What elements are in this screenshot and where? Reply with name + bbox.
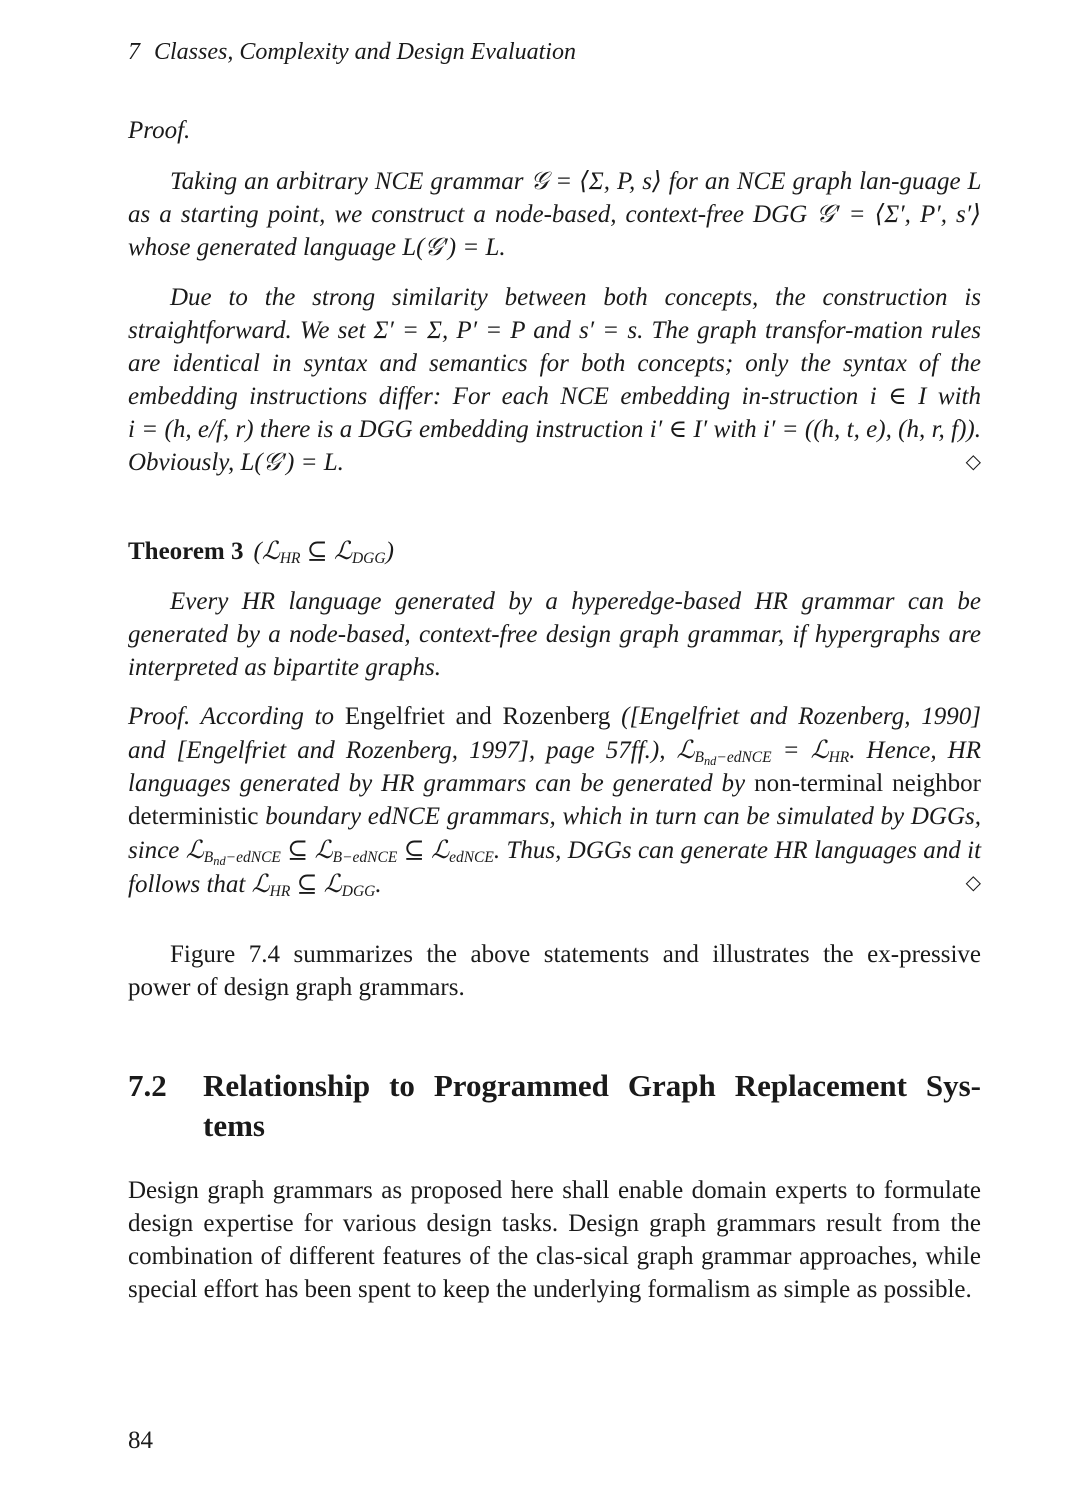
math-symbol: ℒ — [314, 835, 333, 864]
page-number: 84 — [128, 1427, 153, 1454]
theorem-3 — [128, 534, 981, 684]
math-subscript: edNCE — [449, 848, 494, 866]
math-symbol: ℒ — [261, 536, 280, 565]
math-expression: Σ′ = Σ — [373, 317, 442, 344]
text-run: Taking an arbitrary NCE grammar — [170, 168, 531, 195]
text-run: B — [203, 848, 214, 866]
math-expression: 𝒢 = ⟨Σ, P, s⟩ — [530, 168, 662, 195]
text-run: Due to the strong similarity between both concepts, the construction is straightforward. We set — [128, 284, 981, 344]
text-run: for an NCE graph lan-guage — [661, 168, 968, 195]
text-run: ) — [385, 538, 394, 565]
theorem-label: Theorem 3 — [128, 538, 244, 565]
math-expression: L — [967, 168, 981, 195]
math-symbol: ℒ — [676, 735, 695, 764]
theorem-statement: Every HR language generated by a hyperedge-based HR grammar can be generated by a node-based, context-free design graph grammar, if hypergraphs are interpreted as bipartite graphs. — [128, 588, 981, 681]
math-symbol: ℒ — [323, 869, 342, 898]
proof-1-paragraph-2 — [128, 281, 981, 479]
math-symbol: ⊆ — [300, 538, 334, 565]
math-expression — [676, 735, 850, 768]
qed-symbol: ◇ — [965, 872, 981, 894]
math-symbol: ℒ — [251, 869, 270, 898]
math-subscript: DGG — [341, 882, 376, 900]
text-run: as a starting point, we construct a node-based, context-free DGG — [128, 201, 817, 228]
text-run: Hence, HR languages generated by HR grammars can be generated by — [128, 737, 981, 797]
math-subscript: nd — [703, 753, 717, 768]
text-run: with — [926, 383, 981, 410]
math-subscript: DGG — [351, 549, 386, 567]
math-symbol: ⊆ — [397, 837, 432, 864]
proof-2 — [128, 700, 981, 901]
math-subscript: HR — [828, 748, 850, 766]
text-run: −edNCE — [716, 748, 772, 766]
proof-1-paragraph-1 — [128, 165, 981, 264]
page — [128, 0, 982, 1454]
theorem-title — [254, 538, 394, 565]
summary-paragraph: Figure 7.4 summarizes the above statements and illustrates the ex-pressive power of design graph grammars. — [128, 941, 981, 1001]
citation-text: ([Engelfriet and Rozenberg, 1990] and [Engelfriet and Rozenberg, 1997], page 57ff.), — [128, 703, 981, 764]
math-symbol: ⊆ — [290, 871, 324, 898]
math-symbol: ℒ — [333, 536, 352, 565]
math-expression: P′ = P — [456, 317, 526, 344]
math-subscript: HR — [269, 882, 291, 900]
text-run: . — [337, 449, 344, 476]
text-run: B — [694, 748, 704, 766]
math-subscript — [695, 749, 772, 766]
proof-label: Proof. — [128, 703, 191, 730]
text-run: . The graph transfor-mation rules are identical in syntax and semantics for both concepts; only the syntax of the embedding instructions differ: For each NCE embedding in-struction — [128, 317, 982, 410]
proof-label: Proof. — [128, 117, 191, 144]
math-expression: i ∈ I — [869, 383, 927, 410]
proof-1 — [128, 114, 981, 479]
math-symbol: ℒ — [810, 735, 829, 764]
text-run: −edNCE — [225, 848, 281, 866]
text-run: According to — [190, 703, 345, 730]
text-run: . Obviously, — [128, 416, 981, 476]
qed-symbol: ◇ — [965, 451, 981, 473]
math-expression: s′ = s — [578, 317, 638, 344]
text-run: there is a DGG embedding instruction — [253, 416, 650, 443]
math-expression — [185, 835, 494, 868]
theorem-heading — [128, 534, 981, 568]
chapter-number: 7 — [128, 39, 140, 65]
math-subscript — [204, 849, 281, 866]
section-title: Relationship to Programmed Graph Replacement Sys-tems — [203, 1068, 981, 1143]
author-names: Engelfriet and Rozenberg — [344, 703, 611, 730]
math-symbol: = — [771, 737, 811, 764]
math-subscript: HR — [279, 549, 301, 567]
text-run: . — [375, 871, 382, 898]
math-expression: i′ = ((h, t, e), (h, r, f)) — [762, 416, 975, 443]
text-run: . — [849, 737, 856, 764]
proof-2-paragraph — [128, 700, 981, 901]
section-number: 7.2 — [128, 1068, 167, 1103]
math-expression: L(𝒢′) = L — [402, 234, 500, 261]
math-symbol: ℒ — [431, 835, 450, 864]
text-run: whose generated language — [128, 234, 403, 261]
math-subscript: B−edNCE — [332, 848, 398, 866]
text-run: ( — [253, 538, 262, 565]
section-body-paragraph: Design graph grammars as proposed here shall enable domain experts to formulate design expertise for various design tasks. Design graph grammars result from the combination of different features of the clas-sical graph grammar approaches, while special effort has been spent to keep the underlying formalism as simple as possible. — [128, 1177, 981, 1303]
math-expression — [252, 871, 376, 898]
text-run: , — [441, 317, 457, 344]
math-symbol: ⊆ — [280, 837, 315, 864]
math-expression: L(𝒢′) = L — [240, 449, 338, 476]
text-run: boundary edNCE grammars, which in turn can be simulated by DGGs, since — [128, 803, 981, 864]
text-run: and — [525, 317, 579, 344]
text-run: . — [499, 234, 506, 261]
math-subscript: nd — [213, 853, 226, 868]
section-body — [128, 1174, 981, 1306]
math-expression: i′ ∈ I′ — [649, 416, 708, 443]
text-run: . Thus, DGGs can generate HR languages and it follows that — [128, 837, 982, 898]
chapter-title: Classes, Complexity and Design Evaluation — [154, 39, 576, 65]
math-expression: i = (h, e/f, r) — [128, 416, 254, 443]
upright-term: non-terminal neighbor deterministic — [128, 770, 982, 830]
math-symbol: ℒ — [185, 835, 204, 864]
text-run: with — [707, 416, 763, 443]
math-expression: 𝒢′ = ⟨Σ′, P′, s′⟩ — [816, 201, 981, 228]
section-heading — [128, 1066, 981, 1146]
summary-block — [128, 938, 981, 1004]
running-head — [128, 36, 576, 68]
